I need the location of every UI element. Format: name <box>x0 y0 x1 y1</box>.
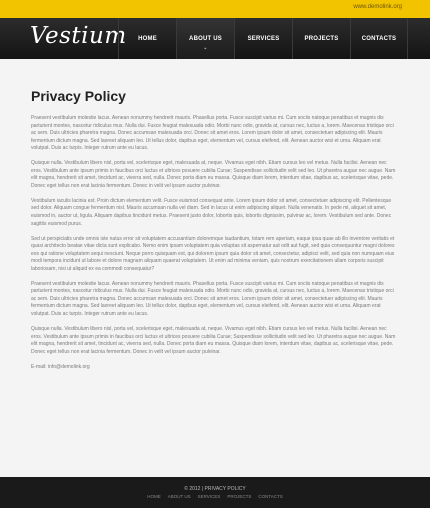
site-link[interactable]: www.demolink.org <box>353 4 402 10</box>
chevron-down-icon: ⌄ <box>203 45 208 51</box>
paragraph: Quisque nulla. Vestibulum libero nisl, porta vel, scelerisque eget, malesuada at, neque. Vivamus eget nibh. Etiam cursus leo vel metus. Nulla facilisi. Aenean nec eros. Vestibulum ante ipsum primis in faucibus orci luctus et ultrices posuere cubilia Curae; Suspendisse sollicitudin velit sed leo. Ut pharetra augue nec augue. Nam elit magna, hendrerit sit amet, tincidunt ac, viverra sed, nulla. Donec porta diam eu massa. Quisque diam lorem, interdum vitae, dapibus ac, scelerisque vitae, pede. Donec eget tellus non erat lacinia fermentum. Donec in velit vel ipsum auctor pulvinar. <box>31 326 396 355</box>
header <box>0 18 430 59</box>
paragraph: Praesent vestibulum molestie lacus. Aenean nonummy hendrerit mauris. Phasellus porta. Fusce suscipit varius mi. Cum sociis natoque penatibus et magnis dis parturient montes, nascetur ridiculus mus. Nulla dui. Fusce feugiat malesuada odio. Morbi nunc odio, gravida at, cursus nec, luctus a, lorem. Maecenas tristique orci ac sem. Duis ultricies pharetra magna. Donec accumsan malesuada orci. Donec sit amet eros. Lorem ipsum dolor sit amet, consectetuer adipiscing elit. Mauris fermentum dictum magna. Sed laoreet aliquam leo. Ut tellus dolor, dapibus eget, elementum vel, cursus eleifend, elit. Aenean auctor wisi et urna. Aliquam erat volutpat. Duis ac turpis. Integer rutrum ante eu lacus. <box>31 280 394 318</box>
nav-item-label: HOME <box>138 35 157 42</box>
footer-link-about-us[interactable]: ABOUT US <box>167 494 191 499</box>
email-contact[interactable]: E-mail: info@demolink.org <box>31 363 90 370</box>
nav-item-label: SERVICES <box>247 35 280 42</box>
paragraph: Sed ut perspiciatis unde omnis iste natus error sit voluptatem accusantium doloremque laudantium, totam rem aperiam, eaque ipsa quae ab illo inventore veritatis et quasi architecto beatae vitae dicta sunt explicabo. Nemo enim ipsam voluptatem quia voluptas sit aspernatur aut odit aut fugit, sed quia consequuntur magni dolores eos qui ratione voluptatem sequi nesciunt. Neque porro quisquam est, qui dolorem ipsum quia dolor sit amet, consectetur, adipisci velit, sed quia non numquam eius modi tempora incidunt ut labore et dolore magnam aliquam quaerat voluptatem. Ut enim ad minima veniam, quis nostrum exercitationem ullam corporis suscipit laboriosam, nisi ut aliquid ex ea commodi consequatur? <box>31 235 395 272</box>
footer-link-services[interactable]: SERVICES <box>197 494 221 499</box>
nav-item-about-us[interactable] <box>176 18 234 59</box>
copyright: © 2012 | PRIVACY POLICY <box>184 486 246 492</box>
policy-text <box>31 115 399 370</box>
nav-item-contacts[interactable] <box>350 18 408 59</box>
nav-item-label: PROJECTS <box>304 35 339 42</box>
main-nav <box>118 18 408 59</box>
page-title: Privacy Policy <box>31 88 126 104</box>
nav-item-home[interactable] <box>118 18 176 59</box>
nav-item-label: CONTACTS <box>361 35 397 42</box>
footer-link-contacts[interactable]: CONTACTS <box>258 494 283 499</box>
paragraph: Quisque nulla. Vestibulum libero nisl, porta vel, scelerisque eget, malesuada at, neque. Vivamus eget nibh. Etiam cursus leo vel metus. Nulla facilisi. Aenean nec eros. Vestibulum ante ipsum primis in faucibus orci luctus et ultrices posuere cubilia Curae; Suspendisse sollicitudin velit sed leo. Ut pharetra augue nec augue. Nam elit magna, hendrerit sit amet, tincidunt ac, viverra sed, nulla. Donec porta diam eu massa. Quisque diam lorem, interdum vitae, dapibus ac, scelerisque vitae, pede. Donec eget tellus non erat lacinia fermentum. Donec in velit vel ipsum auctor pulvinar. <box>31 160 396 189</box>
nav-item-label: ABOUT US <box>189 35 222 42</box>
top-bar <box>0 0 430 18</box>
logo[interactable]: Vestium <box>30 23 127 49</box>
paragraph: Vestibulum iaculis lacinia est. Proin dictum elementum velit. Fusce euismod consequat ante. Lorem ipsum dolor sit amet, consectetuer adipiscing elit. Pellentesque sed dolor. Aliquam congue fermentum nisl. Mauris accumsan nulla vel diam. Sed in lacus ut enim adipiscing aliquet. Nulla venenatis. In pede mi, aliquet sit amet, euismod in, auctor ut, ligula. Aliquam dapibus tincidunt metus. Praesent justo dolor, lobortis quis, lobortis dignissim, pulvinar ac, lorem. Vestibulum sed ante. Donec sagittis euismod purus. <box>31 197 392 227</box>
main-content <box>0 59 430 477</box>
footer <box>0 477 430 508</box>
paragraph: Praesent vestibulum molestie lacus. Aenean nonummy hendrerit mauris. Phasellus porta. Fusce suscipit varius mi. Cum sociis natoque penatibus et magnis dis parturient montes, nascetur ridiculus mus. Nulla dui. Fusce feugiat malesuada odio. Morbi nunc odio, gravida at, cursus nec, luctus a, lorem. Maecenas tristique orci ac sem. Duis ultricies pharetra magna. Donec accumsan malesuada orci. Donec sit amet eros. Lorem ipsum dolor sit amet, consectetuer adipiscing elit. Mauris fermentum dictum magna. Sed laoreet aliquam leo. Ut tellus dolor, dapibus eget, elementum vel, cursus eleifend, elit. Aenean auctor wisi et urna. Aliquam erat volutpat. Duis ac turpis. Integer rutrum ante eu lacus. <box>31 115 394 152</box>
footer-link-projects[interactable]: PROJECTS <box>227 494 252 499</box>
footer-nav <box>0 494 430 499</box>
footer-link-home[interactable]: HOME <box>147 494 161 499</box>
nav-item-projects[interactable] <box>292 18 350 59</box>
nav-item-services[interactable] <box>234 18 292 59</box>
